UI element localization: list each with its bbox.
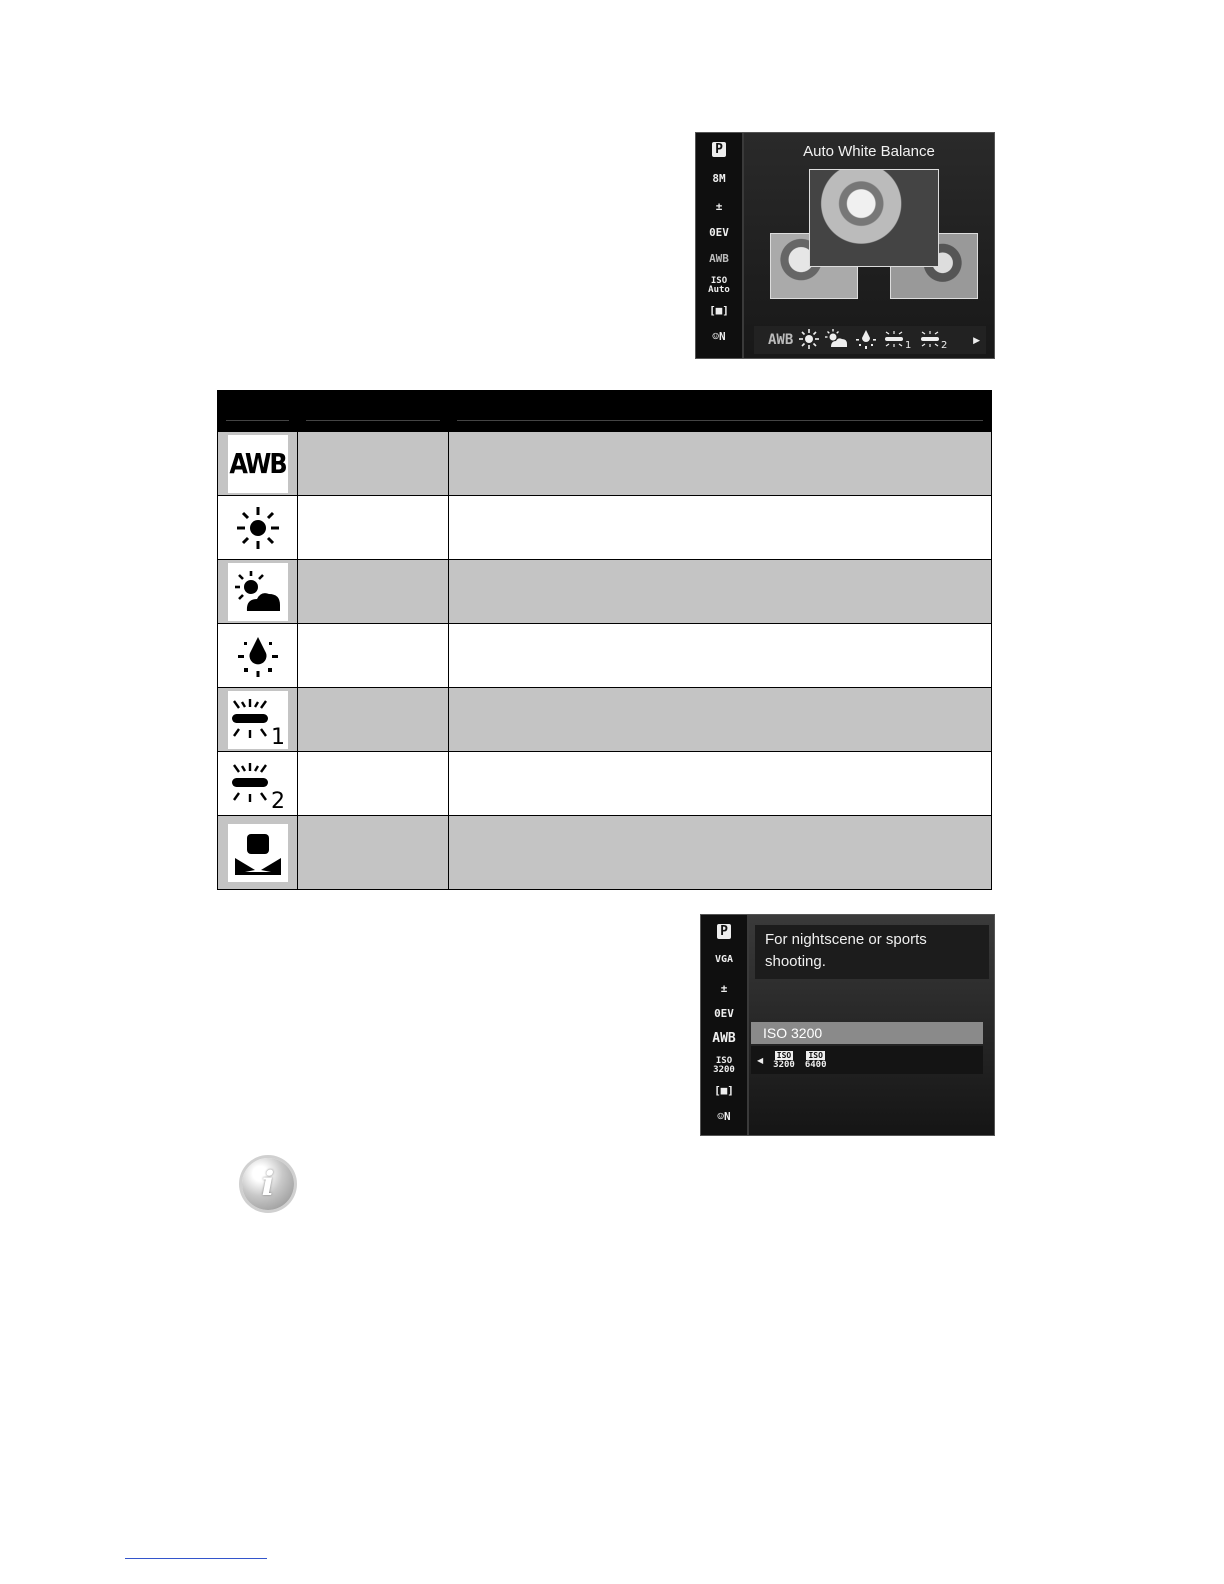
resolution-icon: VGA: [714, 954, 734, 965]
table-cell-name: [298, 560, 449, 624]
table-cell-name: [298, 624, 449, 688]
camera-sidebar: [701, 915, 749, 1135]
table-row: [218, 560, 992, 624]
fluorescent-2-icon: [228, 755, 288, 813]
table-cell-name: [298, 752, 449, 816]
scroll-right-arrow-icon[interactable]: ▶: [973, 334, 980, 345]
fl2-subscript: 2: [941, 339, 948, 349]
header-desc-col: [449, 391, 992, 432]
program-mode-icon: P: [701, 925, 747, 938]
iso-icon: ISO 3200: [713, 1056, 735, 1075]
quality-icon: ±: [715, 200, 723, 213]
exposure-icon: 0EV: [714, 1007, 734, 1020]
iso-option-6400[interactable]: ISO 6400: [804, 1050, 827, 1070]
info-note-icon: i: [242, 1158, 294, 1210]
table-row: [218, 496, 992, 560]
header-name-col: [298, 391, 449, 432]
table-cell-desc: [449, 816, 992, 890]
fl2-table-subscript: 2: [270, 788, 285, 810]
custom-wb-icon: [228, 824, 288, 882]
footer-link-underline[interactable]: [125, 1558, 267, 1559]
awb-option[interactable]: AWB: [768, 332, 794, 348]
white-balance-table: [217, 390, 992, 890]
iso-options-bar: [751, 1046, 983, 1074]
fluorescent-1-icon: [228, 691, 288, 749]
awb-icon: AWB: [709, 252, 729, 265]
sun-icon[interactable]: [799, 329, 819, 352]
fluorescent-1-icon[interactable]: [883, 329, 913, 352]
table-cell-name: [298, 688, 449, 752]
fluorescent-2-icon[interactable]: [919, 329, 949, 352]
table-cell-name: [298, 816, 449, 890]
iso-icon: ISO Auto: [708, 276, 730, 295]
camera-sidebar: [696, 133, 744, 358]
incandescent-icon: [228, 627, 288, 685]
quality-icon: ±: [720, 982, 728, 995]
face-detect-icon: ☺N: [717, 1110, 731, 1123]
metering-icon: [■]: [709, 304, 729, 317]
resolution-icon: 8M: [712, 172, 726, 185]
fl1-table-subscript: 1: [270, 724, 285, 746]
iso-hint-text: For nightscene or sports shooting.: [755, 925, 989, 979]
table-header-row: [218, 391, 992, 432]
table-cell-desc: [449, 496, 992, 560]
white-balance-screen: [695, 132, 995, 359]
awb-icon: AWB: [712, 1031, 736, 1046]
table-row: [218, 432, 992, 496]
table-cell-name: [298, 432, 449, 496]
awb-icon: AWB: [228, 435, 288, 493]
iso-screen: [700, 914, 995, 1136]
face-detect-icon: ☺N: [712, 330, 726, 343]
header-icon-col: [218, 391, 298, 432]
exposure-icon: 0EV: [709, 226, 729, 239]
table-row: [218, 688, 992, 752]
scroll-left-arrow-icon[interactable]: ◀: [757, 1055, 764, 1065]
table-cell-desc: [449, 752, 992, 816]
preview-photo-main: [809, 169, 939, 267]
program-mode-icon: P: [696, 143, 742, 156]
incandescent-icon[interactable]: [855, 329, 877, 352]
table-cell-desc: [449, 432, 992, 496]
screen-title: Auto White Balance: [803, 143, 935, 160]
iso-option-3200[interactable]: ISO 3200: [773, 1050, 795, 1070]
table-cell-desc: [449, 688, 992, 752]
wb-options-bar: [754, 326, 986, 354]
table-row: [218, 816, 992, 890]
table-row: [218, 624, 992, 688]
cloudy-icon[interactable]: [825, 329, 849, 352]
cloudy-icon: [228, 563, 288, 621]
table-row: [218, 752, 992, 816]
fl1-subscript: 1: [905, 339, 912, 349]
sun-icon: [228, 499, 288, 557]
iso-selected-label: ISO 3200: [751, 1022, 983, 1044]
table-cell-name: [298, 496, 449, 560]
metering-icon: [■]: [714, 1084, 734, 1097]
table-cell-desc: [449, 624, 992, 688]
table-cell-desc: [449, 560, 992, 624]
